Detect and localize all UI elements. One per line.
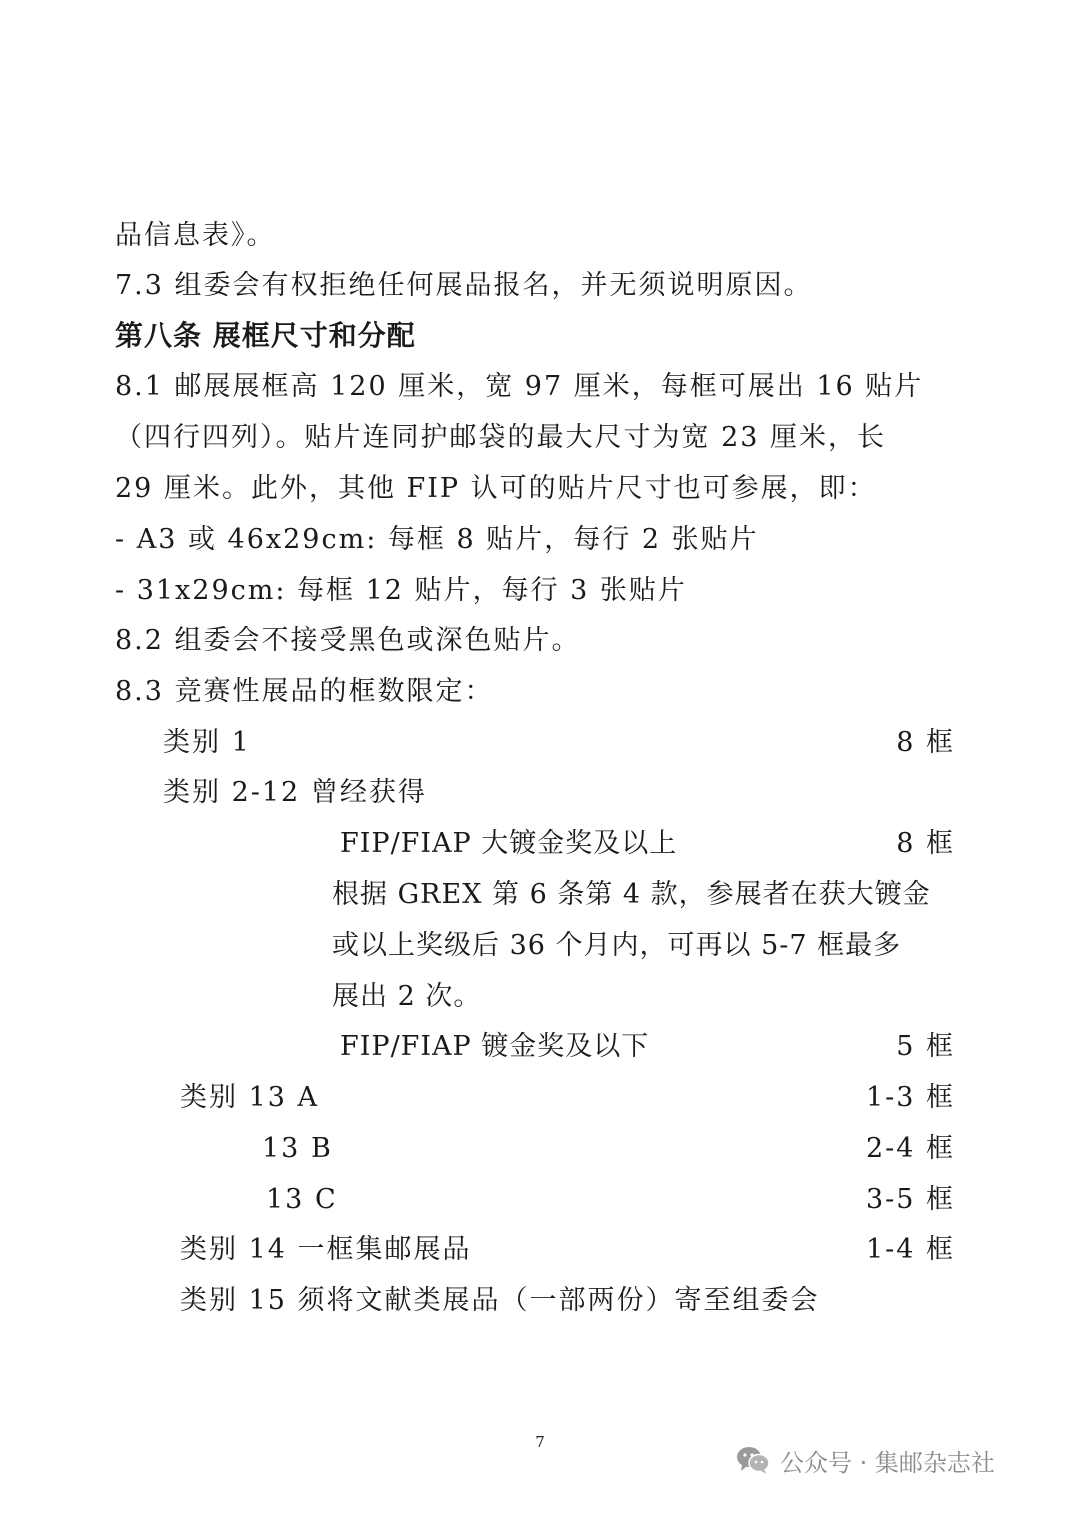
wechat-icon (736, 1445, 770, 1475)
category-15-label: 类别 15 须将文献类展品（一部两份）寄至组委会 (180, 1285, 820, 1316)
large-gold-frames: 8 框 (896, 828, 955, 859)
watermark-text: 公众号 · 集邮杂志社 (780, 1448, 995, 1477)
large-gold-label: FIP/FIAP 大镀金奖及以上 (340, 828, 678, 859)
gilt-label: FIP/FIAP 镀金奖及以下 (340, 1031, 650, 1062)
text-line: （四行四列）。贴片连同护邮袋的最大尺寸为宽 23 厘米，长 (115, 422, 887, 453)
category-2-12-label: 类别 2-12 曾经获得 (163, 777, 427, 808)
category-14-label: 类别 14 一框集邮展品 (180, 1234, 472, 1265)
grex-note: 展出 2 次。 (332, 981, 482, 1012)
text-line: 品信息表》。 (115, 220, 276, 251)
category-13c-frames: 3-5 框 (865, 1184, 955, 1215)
category-13a-label: 类别 13 A (180, 1082, 320, 1113)
section-8-2: 8.2 组委会不接受黑色或深色贴片。 (115, 625, 581, 656)
category-14-frames: 1-4 框 (865, 1234, 955, 1265)
category-1-label: 类别 1 (163, 727, 251, 758)
category-13b-frames: 2-4 框 (865, 1133, 955, 1164)
category-13a-frames: 1-3 框 (865, 1082, 955, 1113)
category-13b-label: 13 B (262, 1133, 333, 1164)
category-13c-label: 13 C (266, 1184, 338, 1215)
section-8-1: 8.1 邮展展框高 120 厘米，宽 97 厘米，每框可展出 16 贴片 (115, 371, 924, 402)
grex-note: 或以上奖级后 36 个月内，可再以 5-7 框最多 (332, 930, 902, 961)
gilt-frames: 5 框 (896, 1031, 955, 1062)
watermark (736, 1440, 995, 1480)
list-item: - A3 或 46x29cm: 每框 8 贴片，每行 2 张贴片 (115, 524, 759, 555)
page-number: 7 (535, 1433, 545, 1451)
article-8-heading: 第八条 展框尺寸和分配 (115, 319, 416, 352)
category-1-frames: 8 框 (896, 727, 955, 758)
section-8-3: 8.3 竞赛性展品的框数限定： (115, 676, 494, 707)
text-line: 29 厘米。此外，其他 FIP 认可的贴片尺寸也可参展，即： (115, 473, 877, 504)
list-item: - 31x29cm: 每框 12 贴片，每行 3 张贴片 (115, 575, 687, 606)
grex-note: 根据 GREX 第 6 条第 4 款，参展者在获大镀金 (332, 879, 931, 910)
section-7-3: 7.3 组委会有权拒绝任何展品报名，并无须说明原因。 (115, 270, 813, 301)
